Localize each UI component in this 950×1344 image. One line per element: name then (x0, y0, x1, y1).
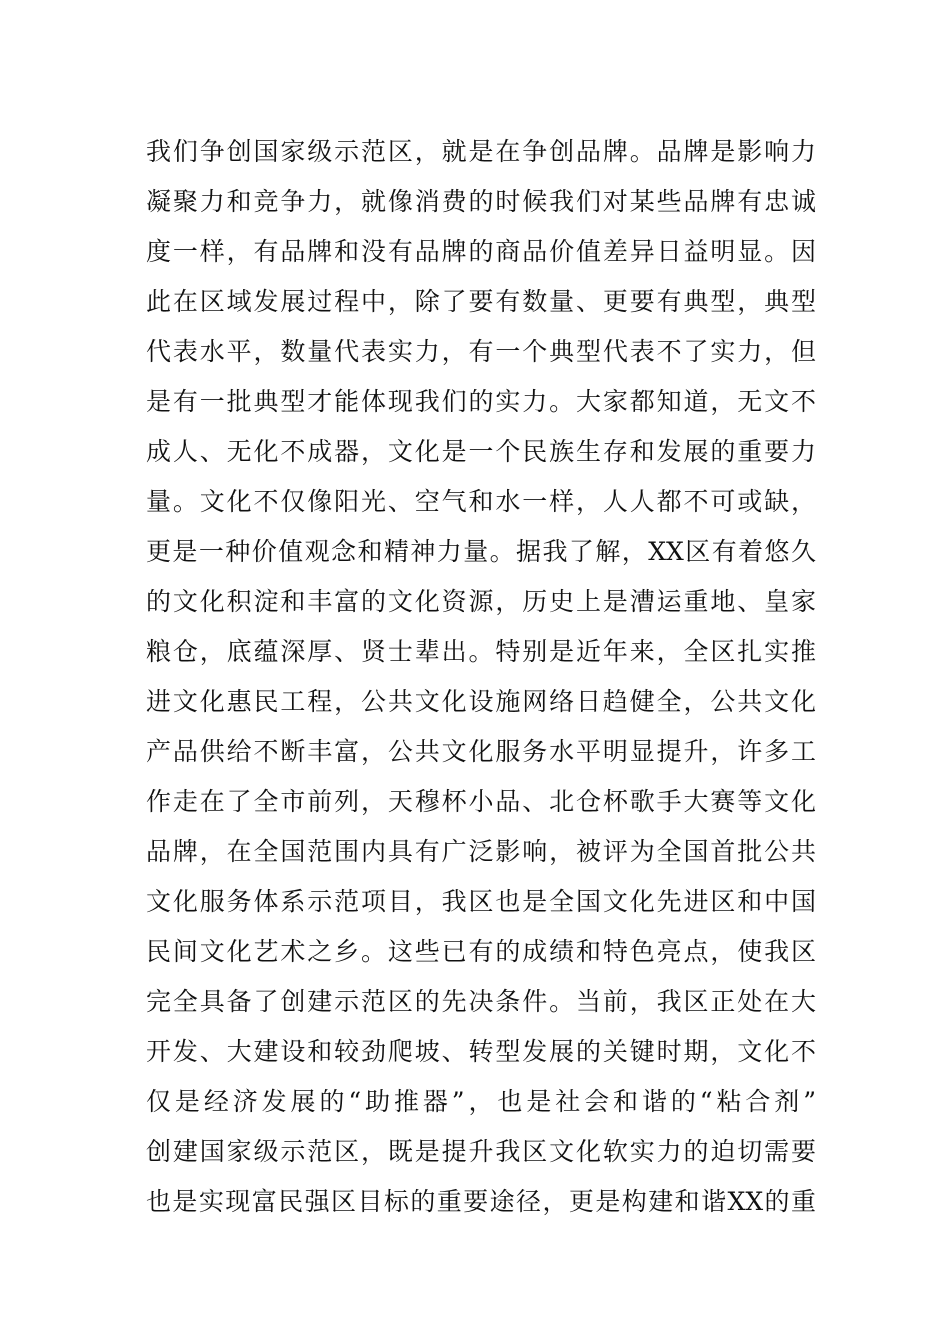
text-line: 凝聚力和竞争力，就像消费的时候我们对某些品牌有忠诚 (146, 187, 816, 216)
body-paragraph (146, 127, 816, 1227)
text-line: 代表水平，数量代表实力，有一个典型代表不了实力，但 (146, 337, 816, 366)
text-line: 完全具备了创建示范区的先决条件。当前，我区正处在大 (146, 987, 816, 1016)
text-line: 度一样，有品牌和没有品牌的商品价值差异日益明显。因 (146, 237, 816, 266)
text-line: 此在区域发展过程中，除了要有数量、更要有典型，典型 (146, 287, 816, 316)
text-line: 产品供给不断丰富，公共文化服务水平明显提升，许多工 (146, 737, 816, 766)
text-line: 仅是经济发展的“助推器”，也是社会和谐的“粘合剂” (146, 1087, 816, 1116)
text-line: 开发、大建设和较劲爬坡、转型发展的关键时期，文化不 (146, 1037, 816, 1066)
text-line: 成人、无化不成器，文化是一个民族生存和发展的重要力 (146, 437, 816, 466)
text-line: 粮仓，底蕴深厚、贤士辈出。特别是近年来，全区扎实推 (146, 637, 816, 666)
text-line: 进文化惠民工程，公共文化设施网络日趋健全，公共文化 (146, 687, 816, 716)
text-line: 民间文化艺术之乡。这些已有的成绩和特色亮点，使我区 (146, 937, 816, 966)
text-line: 文化服务体系示范项目，我区也是全国文化先进区和中国 (146, 887, 816, 916)
text-line: 的文化积淀和丰富的文化资源，历史上是漕运重地、皇家 (146, 587, 816, 616)
text-line: 也是实现富民强区目标的重要途径，更是构建和谐XX的重 (146, 1187, 816, 1216)
text-line: 更是一种价值观念和精神力量。据我了解，XX区有着悠久 (146, 537, 816, 566)
text-line: 创建国家级示范区，既是提升我区文化软实力的迫切需要 (146, 1137, 816, 1166)
text-line: 我们争创国家级示范区，就是在争创品牌。品牌是影响力 (146, 137, 816, 166)
text-line: 是有一批典型才能体现我们的实力。大家都知道，无文不 (146, 387, 816, 416)
text-line: 品牌，在全国范围内具有广泛影响，被评为全国首批公共 (146, 837, 816, 866)
text-line: 作走在了全市前列，天穆杯小品、北仓杯歌手大赛等文化 (146, 787, 816, 816)
text-line: 量。文化不仅像阳光、空气和水一样，人人都不可或缺， (146, 487, 816, 516)
